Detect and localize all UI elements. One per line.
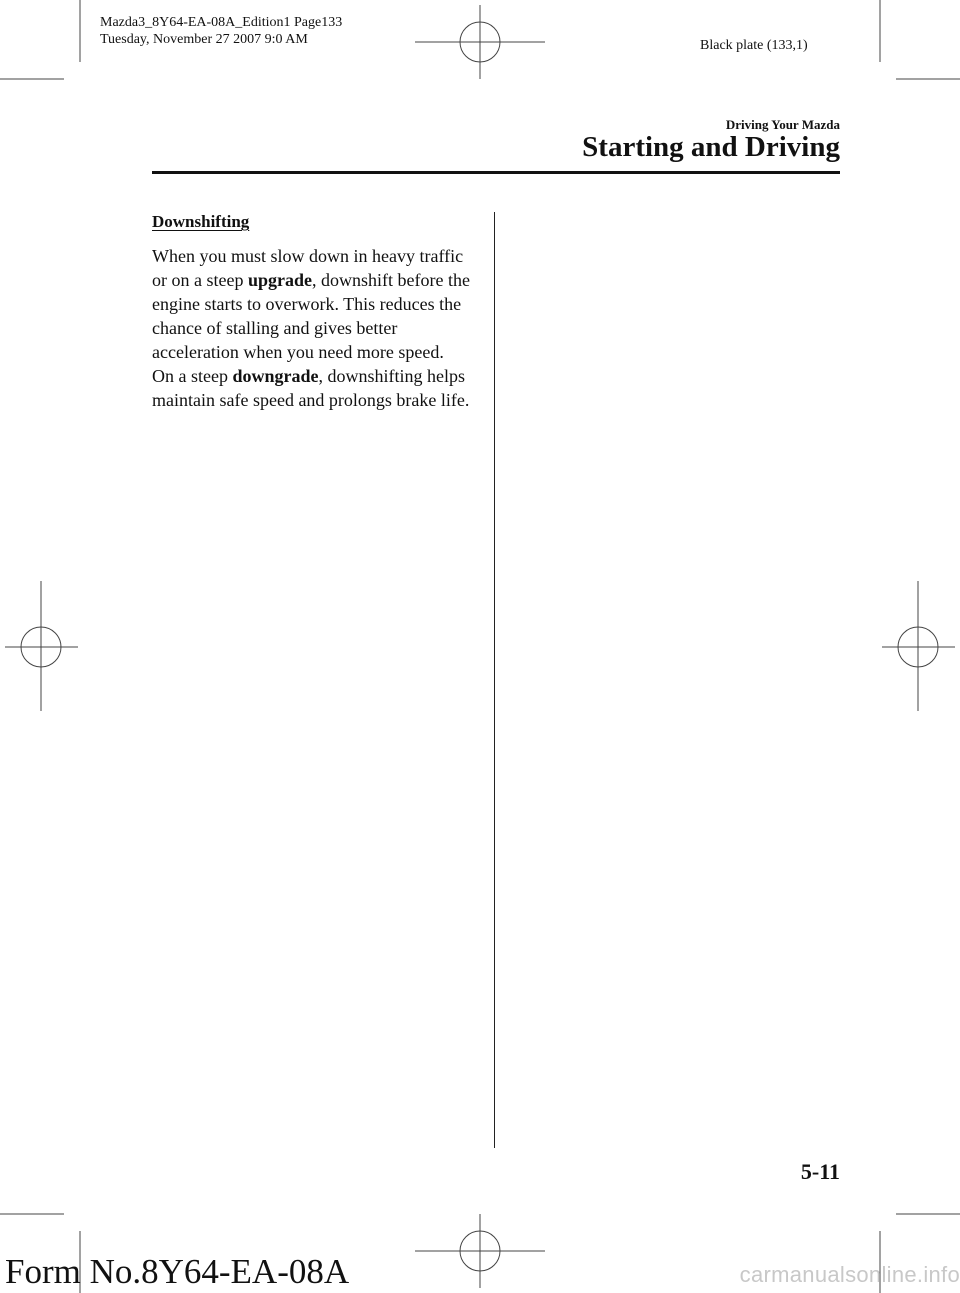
left-column bbox=[152, 210, 482, 412]
paragraph-downgrade bbox=[152, 364, 482, 412]
paragraph-upgrade-text-1: When you must slow down in heavy traffic or on a steep bbox=[152, 246, 464, 290]
paragraph-downgrade-text-1: On a steep bbox=[152, 366, 233, 386]
print-meta-line-1: Mazda3_8Y64-EA-08A_Edition1 Page133 bbox=[100, 15, 343, 30]
section-title: Starting and Driving bbox=[582, 131, 840, 163]
paragraph-upgrade-text-2: , downshift before the engine starts to overwork. This reduces the chance of stalling and gives better acceleration when you need more speed. bbox=[152, 270, 470, 362]
page-number: 5-11 bbox=[800, 1159, 840, 1184]
term-upgrade: upgrade bbox=[247, 270, 312, 290]
registration-target-right bbox=[882, 581, 955, 711]
paragraph-upgrade bbox=[152, 244, 482, 364]
subheading-downshifting: Downshifting bbox=[152, 212, 250, 231]
column-divider bbox=[494, 212, 495, 1148]
print-plate-label: Black plate (133,1) bbox=[700, 38, 808, 53]
chapter-title: Driving Your Mazda bbox=[725, 117, 840, 132]
header-rule bbox=[152, 171, 840, 174]
registration-target-top bbox=[415, 5, 545, 79]
form-number: Form No.8Y64-EA-08A bbox=[5, 1252, 350, 1291]
watermark: carmanualsonline.info bbox=[739, 1262, 960, 1287]
registration-target-bottom bbox=[415, 1214, 545, 1288]
registration-target-left bbox=[5, 581, 78, 711]
print-meta-line-2: Tuesday, November 27 2007 9:0 AM bbox=[100, 32, 308, 47]
paragraph-downgrade-text-2: , downshifting helps maintain safe speed and prolongs brake life. bbox=[152, 366, 470, 410]
term-downgrade: downgrade bbox=[232, 366, 319, 386]
